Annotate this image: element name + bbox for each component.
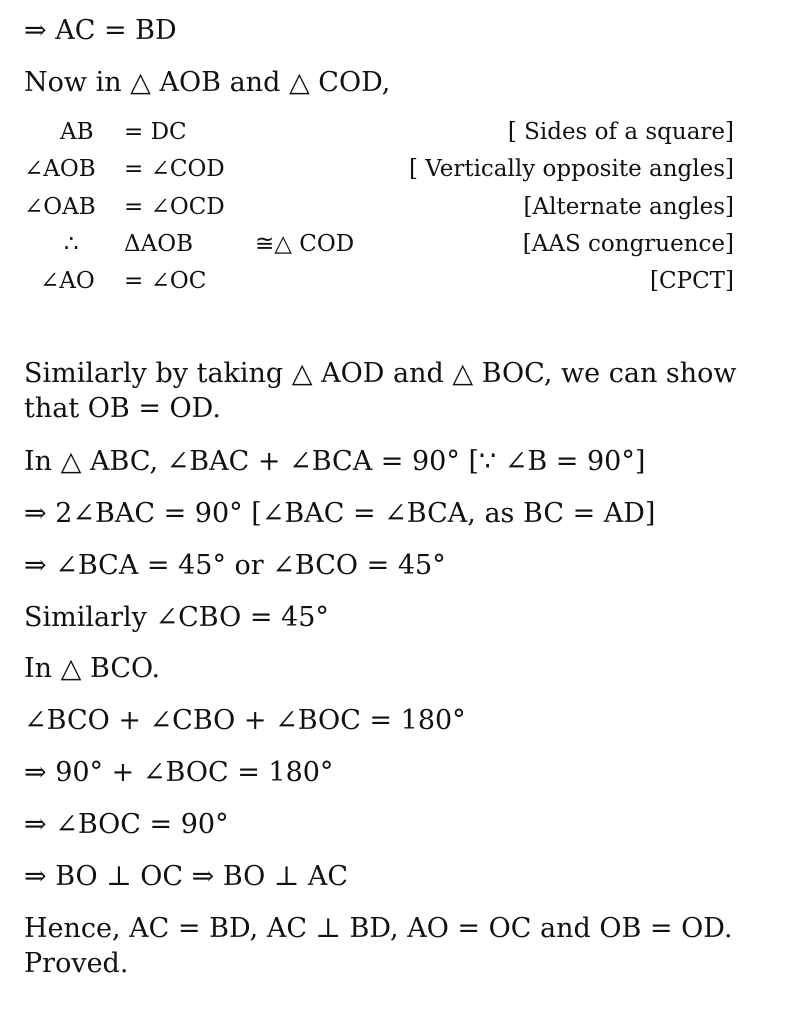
line-2bac: ⇒ 2∠BAC = 90° [∠BAC = ∠BCA, as BC = AD] (24, 498, 656, 529)
line-in-bco: In △ BCO. (24, 653, 161, 684)
row3-lhs: ∠OAB (24, 194, 96, 220)
row5-rhs: = ∠OC (124, 268, 207, 294)
line-ac-eq-bd: ⇒ AC = BD (24, 15, 177, 46)
row4-therefore: ∴ (64, 231, 79, 257)
line-similarly-taking: Similarly by taking △ AOD and △ BOC, we can show (24, 358, 737, 389)
line-now-in: Now in △ AOB and △ COD, (24, 67, 391, 98)
row3-reason: [Alternate angles] (523, 194, 734, 220)
row2-lhs: ∠AOB (24, 156, 96, 182)
row2-reason: [ Vertically opposite angles] (408, 156, 734, 182)
line-ob-eq-od: that OB = OD. (24, 393, 221, 424)
row4-reason: [AAS congruence] (522, 231, 734, 257)
line-perpendicular: ⇒ BO ⊥ OC ⇒ BO ⊥ AC (24, 861, 349, 892)
line-in-abc: In △ ABC, ∠BAC + ∠BCA = 90° [∵ ∠B = 90°] (24, 446, 646, 477)
line-cbo-45: Similarly ∠CBO = 45° (24, 602, 329, 633)
row2-rhs: = ∠COD (124, 156, 225, 182)
line-proved: Proved. (24, 948, 129, 979)
line-90-boc: ⇒ 90° + ∠BOC = 180° (24, 757, 334, 788)
row4-extra: ≅△ COD (255, 231, 355, 257)
row4-rhs: ΔAOB (124, 231, 193, 257)
row5-reason: [CPCT] (650, 268, 734, 294)
row3-rhs: = ∠OCD (124, 194, 225, 220)
line-bca-45: ⇒ ∠BCA = 45° or ∠BCO = 45° (24, 550, 446, 581)
line-angle-sum: ∠BCO + ∠CBO + ∠BOC = 180° (24, 705, 466, 736)
line-hence: Hence, AC = BD, AC ⊥ BD, AO = OC and OB = OD. (24, 913, 733, 944)
row1-rhs: = DC (124, 119, 187, 145)
row1-reason: [ Sides of a square] (507, 119, 734, 145)
line-boc-90: ⇒ ∠BOC = 90° (24, 809, 229, 840)
row5-lhs: ∠AO (40, 268, 95, 294)
row1-lhs: AB (60, 119, 94, 145)
